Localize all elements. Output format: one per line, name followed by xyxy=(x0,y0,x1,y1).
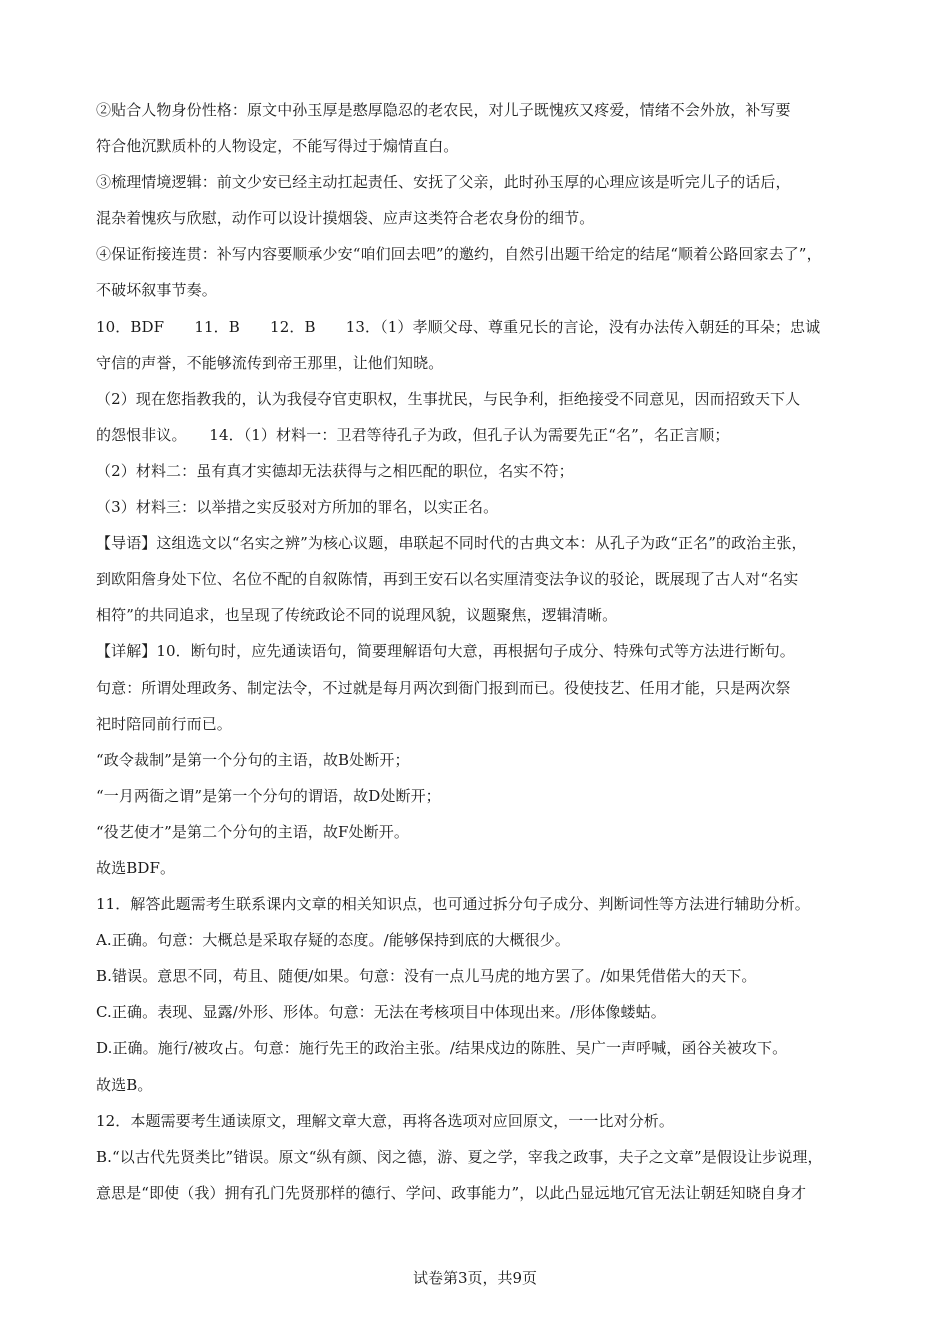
text-line: （2）材料二：虽有真才实德却无法获得与之相匹配的职位，名实不符； xyxy=(96,461,574,480)
text-line: 句意：所谓处理政务、制定法令，不过就是每月两次到衙门报到而已。役使技艺、任用才能，只是两次祭 xyxy=(96,678,791,697)
text-line: 【详解】10．断句时，应先通读语句，简要理解语句大意，再根据句子成分、特殊句式等方法进行断句。 xyxy=(96,642,795,661)
text-line: 不破坏叙事节奏。 xyxy=(96,281,217,300)
text-line: 12．本题需要考生通读原文，理解文章大意，再将各选项对应回原文，一一比对分析。 xyxy=(96,1111,674,1130)
text-line: 混杂着愧疚与欣慰，动作可以设计摸烟袋、应声这类符合老农身份的细节。 xyxy=(96,209,595,228)
text-line: 祀时陪同前行而已。 xyxy=(96,714,232,733)
text-line: 10．BDF 11．B 12．B 13．（1）孝顺父母、尊重兄长的言论，没有办法传入朝廷的耳朵；忠诚 xyxy=(96,317,821,336)
text-line: 到欧阳詹身处下位、名位不配的自叙陈情，再到王安石以名实厘清变法争议的驳论，既展现了古人对“名实 xyxy=(96,570,799,589)
text-line: 故选B。 xyxy=(96,1075,153,1094)
answer-content xyxy=(96,92,860,1211)
text-line: ②贴合人物身份性格：原文中孙玉厚是憨厚隐忍的老农民，对儿子既愧疚又疼爱，情绪不会外放，补写要 xyxy=(96,101,791,119)
text-line: A.正确。句意：大概总是采取存疑的态度。/能够保持到底的大概很少。 xyxy=(96,931,570,950)
text-line: 的怨恨非议。 14．（1）材料一：卫君等待孔子为政，但孔子认为需要先正“名”，名正言顺； xyxy=(96,425,730,444)
text-line: “一月两衙之谓”是第一个分句的谓语，故D处断开； xyxy=(96,786,441,805)
text-line: 11．解答此题需考生联系课内文章的相关知识点，也可通过拆分句子成分、判断词性等方法进行辅助分析。 xyxy=(96,895,810,914)
page-footer: 试卷第3页，共9页 xyxy=(412,1269,538,1287)
text-line: B.“以古代先贤类比”错误。原文“纵有颜、闵之德，游、夏之学，宰我之政事，夫子之文章”是假设让步说理， xyxy=(96,1147,823,1166)
text-line: 守信的声誉，不能够流传到帝王那里，让他们知晓。 xyxy=(96,353,444,372)
text-line: D.正确。施行/被攻占。句意：施行先王的政治主张。/结果戍边的陈胜、吴广一声呼喊，函谷关被攻下。 xyxy=(96,1039,788,1058)
text-line: ④保证衔接连贯：补写内容要顺承少安“咱们回去吧”的邀约，自然引出题干给定的结尾“顺着公路回家去了”， xyxy=(96,245,822,264)
text-line: ③梳理情境逻辑：前文少安已经主动扛起责任、安抚了父亲，此时孙玉厚的心理应该是听完儿子的话后， xyxy=(96,173,791,192)
text-line: 意思是“即使（我）拥有孔门先贤那样的德行、学问、政事能力”，以此凸显远地冗官无法让朝廷知晓自身才 xyxy=(96,1183,807,1202)
text-line: （2）现在您指教我的，认为我侵夺官吏职权，生事扰民，与民争利，拒绝接受不同意见，因而招致天下人 xyxy=(96,389,801,408)
text-line: （3）材料三：以举措之实反驳对方所加的罪名，以实正名。 xyxy=(96,498,499,517)
text-line: 符合他沉默质朴的人物设定，不能写得过于煽情直白。 xyxy=(96,137,459,156)
text-line: 故选BDF。 xyxy=(96,858,176,877)
text-line: 相符”的共同追求，也呈现了传统政论不同的说理风貌，议题聚焦，逻辑清晰。 xyxy=(96,606,618,625)
text-line: B.错误。意思不同，苟且、随便/如果。句意：没有一点儿马虎的地方罢了。/如果凭借偌大的天下。 xyxy=(96,967,757,986)
text-line: 【导语】这组选文以“名实之辨”为核心议题，串联起不同时代的古典文本：从孔子为政“正名”的政治主张， xyxy=(96,534,807,553)
text-line: “政令裁制”是第一个分句的主语，故B处断开； xyxy=(96,750,410,769)
text-line: “役艺使才”是第二个分句的主语，故F处断开。 xyxy=(96,822,409,841)
text-line: C.正确。表现、显露/外形、形体。句意：无法在考核项目中体现出来。/形体像蝼蛄。 xyxy=(96,1003,666,1022)
